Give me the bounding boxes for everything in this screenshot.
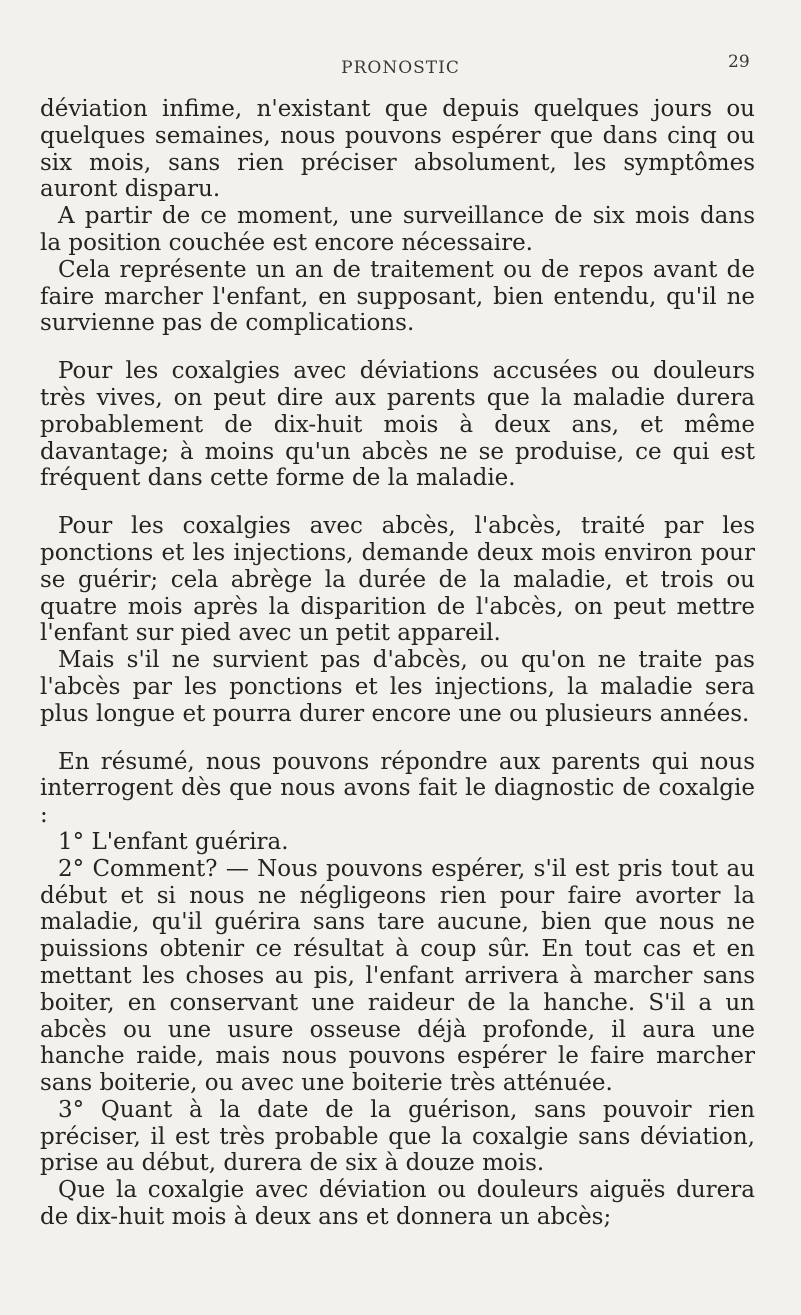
paragraph: En résumé, nous pouvons répondre aux parents qui nous interrogent dès que nous avons fait le diagnostic de coxalgie : (40, 748, 755, 829)
list-item: 3° Quant à la date de la guérison, sans pouvoir rien préciser, il est très probable que la coxalgie sans déviation, prise au début, durera de six à douze mois. (40, 1096, 755, 1177)
running-head (0, 52, 801, 82)
running-title: PRONOSTIC (341, 58, 460, 78)
paragraph: Pour les coxalgies avec abcès, l'abcès, traité par les ponctions et les injections, demande deux mois environ pour se guérir; cela abrège la durée de la maladie, et trois ou quatre mois après la disparition de l'abcès, on peut mettre l'enfant sur pied avec un petit appareil. (40, 513, 755, 647)
page-number: 29 (728, 52, 750, 72)
body-text (40, 96, 755, 1231)
paragraph: Que la coxalgie avec déviation ou douleurs aiguës durera de dix-huit mois à deux ans et donnera un abcès; (40, 1177, 755, 1231)
paragraph: A partir de ce moment, une surveillance de six mois dans la position couchée est encore nécessaire. (40, 203, 755, 256)
list-item: 1° L'enfant guérira. (58, 828, 289, 855)
paragraph: Pour les coxalgies avec déviations accusées ou douleurs très vives, on peut dire aux parents que la maladie durera probablement de dix-huit mois à deux ans, et même davantage; à moins qu'un abcès ne se produise, ce qui est fréquent dans cette forme de la maladie. (40, 358, 755, 492)
paragraph: Mais s'il ne survient pas d'abcès, ou qu'on ne traite pas l'abcès par les ponctions et les injections, la maladie sera plus longue et pourra durer encore une ou plusieurs années. (40, 647, 755, 727)
paragraph: déviation infime, n'existant que depuis quelques jours ou quelques semaines, nous pouvons espérer que dans cinq ou six mois, sans rien préciser absolument, les symptômes auront disparu. (40, 96, 755, 203)
paragraph: Cela représente un an de traitement ou de repos avant de faire marcher l'enfant, en supposant, bien entendu, qu'il ne survienne pas de complications. (40, 256, 755, 337)
list-item: 2° Comment? — Nous pouvons espérer, s'il est pris tout au début et si nous ne négligeons rien pour faire avorter la maladie, qu'il guérira sans tare aucune, bien que nous ne puissions obtenir ce résultat à coup sûr. En tout cas et en mettant les choses au pis, l'enfant arrivera à marcher sans boiter, en conservant une raideur de la hanche. S'il a un abcès ou une usure osseuse déjà profonde, il aura une hanche raide, mais nous pouvons espérer le faire marcher sans boiterie, ou avec une boiterie très atténuée. (40, 855, 755, 1097)
